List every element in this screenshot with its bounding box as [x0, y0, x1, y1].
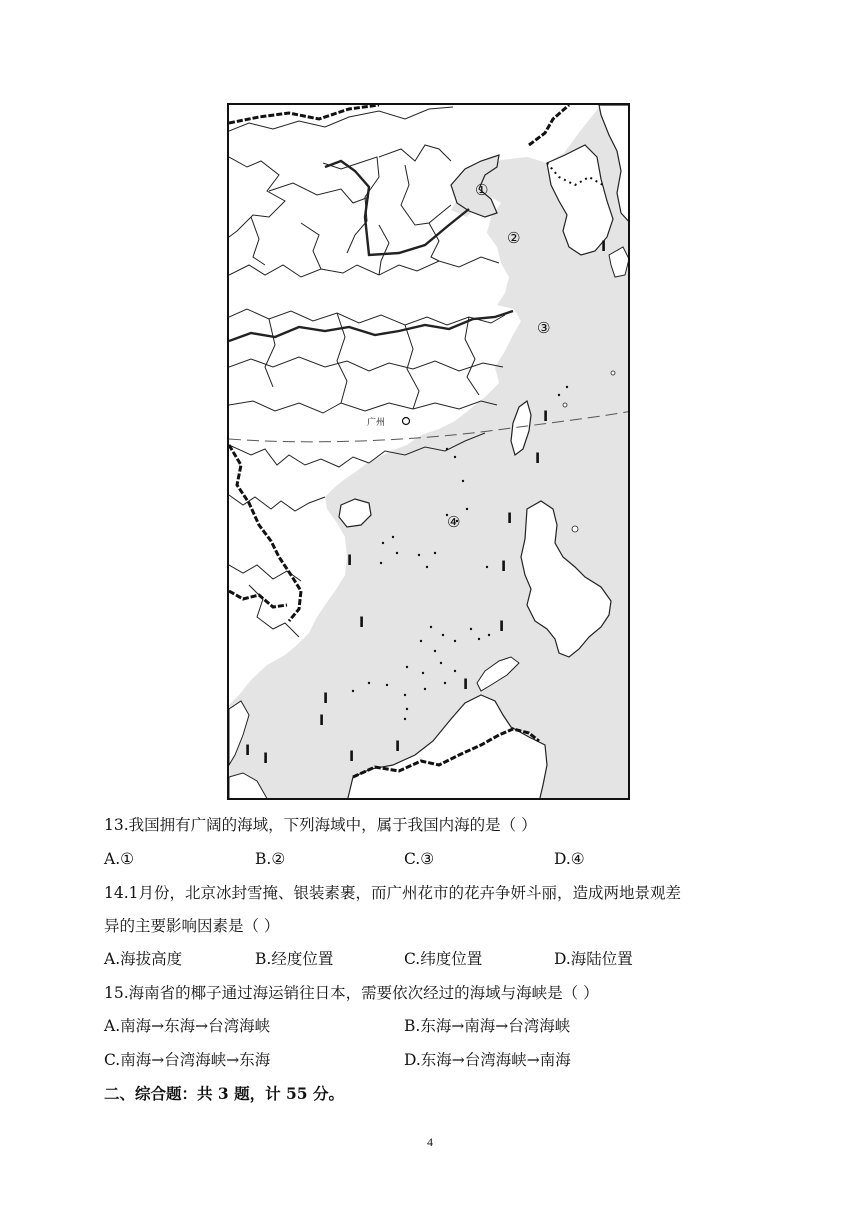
- svg-text:I: I: [535, 451, 541, 467]
- map-figure: [227, 103, 630, 800]
- question-14-option-c: C.纬度位置: [404, 950, 483, 968]
- question-13-stem: 13.我国拥有广阔的海域，下列海域中，属于我国内海的是（ ）: [104, 816, 537, 834]
- svg-text:I: I: [499, 619, 505, 635]
- question-14-stem-line-2: 异的主要影响因素是（ ）: [104, 917, 280, 935]
- svg-text:I: I: [359, 615, 365, 631]
- svg-text:I: I: [507, 511, 513, 527]
- svg-text:I: I: [501, 559, 507, 575]
- map-svg: [229, 105, 630, 800]
- sea-label-3: ③: [537, 319, 551, 337]
- question-13-option-c: C.③: [404, 850, 435, 868]
- sea-label-4: ④: [447, 513, 461, 531]
- question-15-option-c: C.南海→台湾海峡→东海: [104, 1051, 271, 1069]
- question-14-stem-line-1: 14.1月份，北京冰封雪掩、银装素裹，而广州花市的花卉争妍斗丽，造成两地景观差: [104, 884, 682, 902]
- svg-text:I: I: [323, 691, 329, 707]
- svg-text:I: I: [601, 239, 607, 255]
- svg-text:I: I: [347, 553, 353, 569]
- page-number: 4: [427, 1135, 433, 1149]
- svg-text:I: I: [349, 749, 355, 765]
- question-15-option-b: B.东海→南海→台湾海峡: [404, 1017, 571, 1035]
- question-13-option-a: A.①: [104, 850, 135, 868]
- section-title: 二、综合题：共 3 题，计 55 分。: [104, 1084, 344, 1103]
- guangzhou-city-marker: [403, 418, 410, 425]
- svg-text:I: I: [245, 743, 251, 759]
- svg-text:I: I: [319, 713, 325, 729]
- question-13-option-b: B.②: [255, 850, 286, 868]
- svg-text:I: I: [463, 677, 469, 693]
- question-13-option-d: D.④: [554, 850, 585, 868]
- question-15-stem: 15.海南省的椰子通过海运销往日本，需要依次经过的海域与海峡是（ ）: [104, 984, 599, 1002]
- sea-label-2: ②: [507, 229, 521, 247]
- question-14-option-b: B.经度位置: [255, 950, 334, 968]
- svg-text:I: I: [543, 409, 549, 425]
- guangzhou-label: 广州: [366, 418, 385, 428]
- sea-label-1: ①: [475, 181, 489, 199]
- question-14-option-a: A.海拔高度: [104, 950, 183, 968]
- question-15-option-a: A.南海→东海→台湾海峡: [104, 1017, 271, 1035]
- svg-text:I: I: [263, 751, 269, 767]
- svg-text:I: I: [395, 739, 401, 755]
- question-14-option-d: D.海陆位置: [554, 950, 633, 968]
- question-15-option-d: D.东海→台湾海峡→南海: [404, 1051, 571, 1069]
